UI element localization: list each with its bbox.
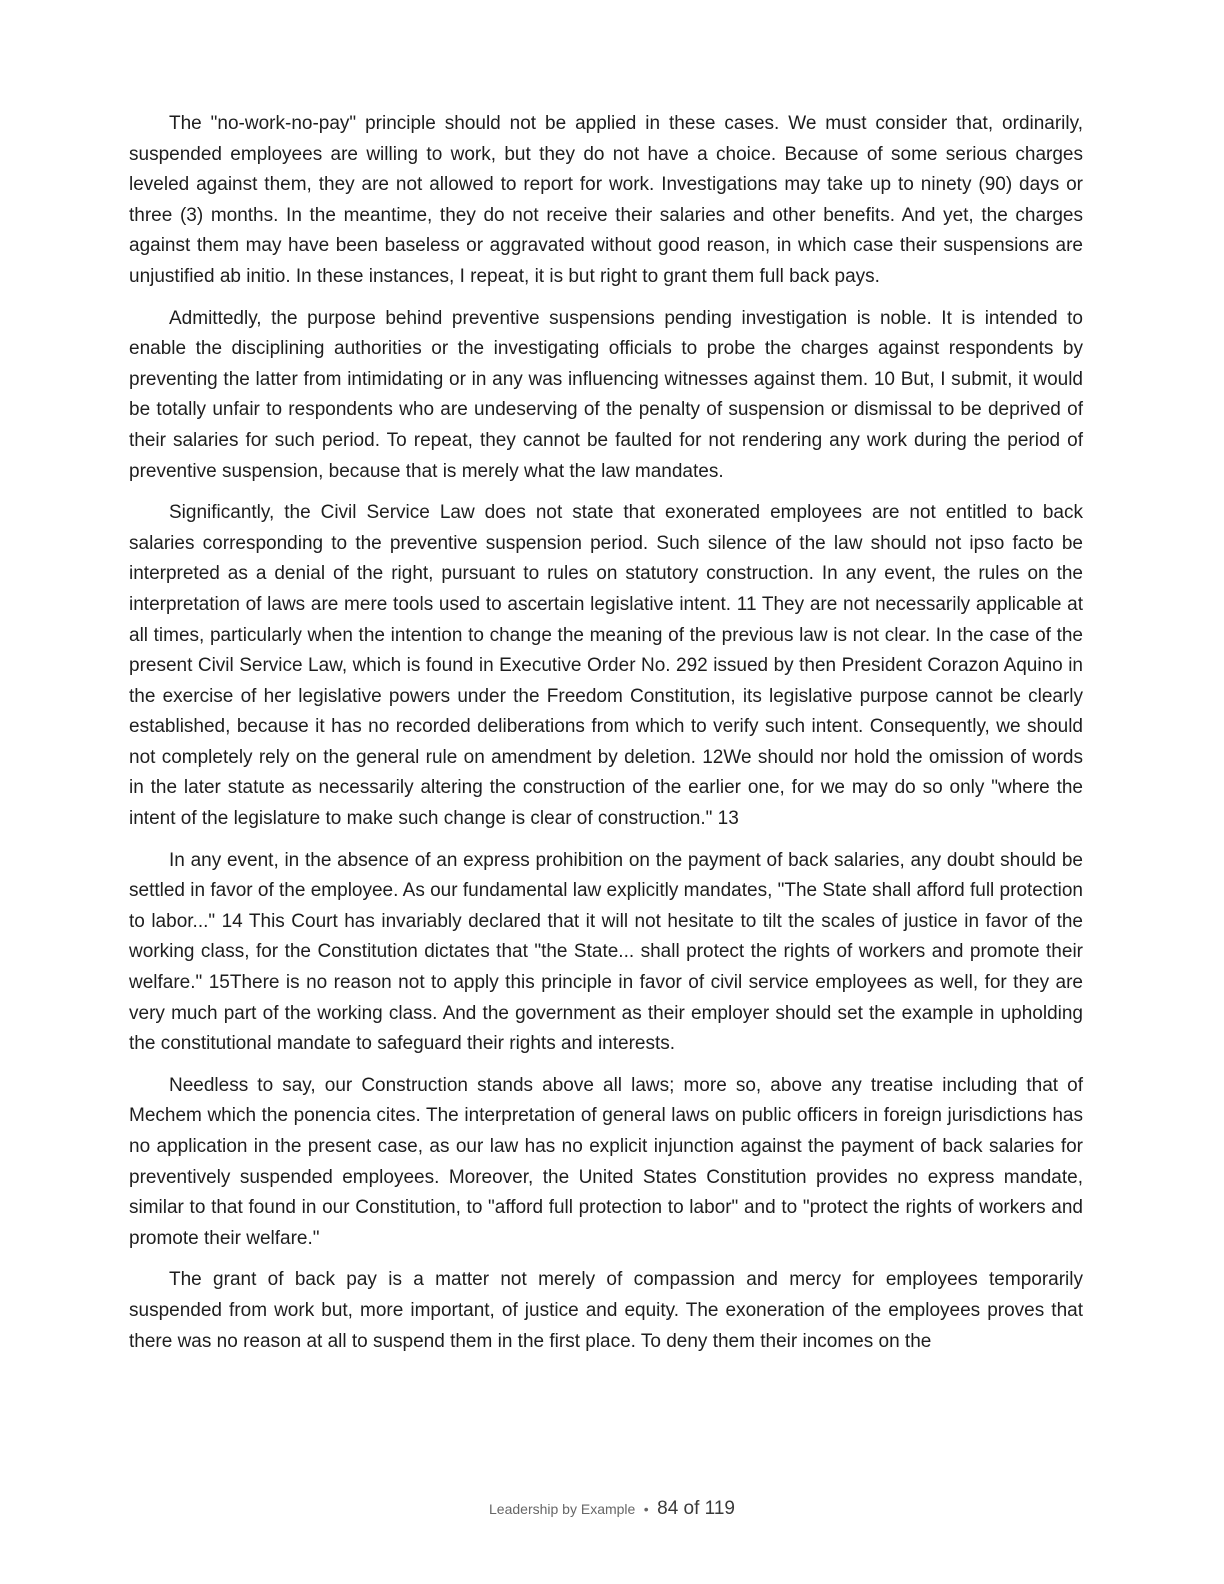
paragraph-protection-to-labor: In any event, in the absence of an express prohibition on the payment of back salaries, any doubt should be settled in favor of the employee. As our fundamental law explicitly mandates, "The State shall afford full protection to labor..." 14 This Court has invariably declared that it will not hesitate to tilt the scales of justice in favor of the working class, for the Constitution dictates that "the State... shall protect the rights of workers and promote their welfare." 15There is no reason not to apply this principle in favor of civil service employees as well, for they are very much part of the working class. And the government as their employer should set the example in upholding the constitutional mandate to safeguard their rights and interests.: [129, 849, 1083, 1055]
paragraph-no-work-no-pay: The "no-work-no-pay" principle should not be applied in these cases. We must consider that, ordinarily, suspended employees are willing to work, but they do not have a choice. Because of some serious charges leveled against them, they are not allowed to report for work. Investigations may take up to ninety (90) days or three (3) months. In the meantime, they do not receive their salaries and other benefits. And yet, the charges against them may have been baseless or aggravated without good reason, in which case their suspensions are unjustified ab initio. In these instances, I repeat, it is but right to grant them full back pays.: [129, 113, 1083, 287]
footer-separator: •: [643, 1501, 649, 1517]
paragraph-grant-of-back-pay: The grant of back pay is a matter not merely of compassion and mercy for employees temporarily suspended from work but, more important, of justice and equity. The exoneration of the employees proves that there was no reason at all to suspend them in the first place. To deny them their incomes on the: [129, 1269, 1083, 1352]
page-number: 84 of 119: [657, 1498, 735, 1519]
page-footer: [0, 1498, 1224, 1520]
paragraph-constitution-above-laws: Needless to say, our Construction stands above all laws; more so, above any treatise including that of Mechem which the ponencia cites. The interpretation of general laws on public officers in foreign jurisdictions has no application in the present case, as our law has no explicit injunction against the payment of back salaries for preventively suspended employees. Moreover, the United States Constitution provides no express mandate, similar to that found in our Constitution, to "afford full protection to labor" and to "protect the rights of workers and promote their welfare.": [129, 1074, 1083, 1249]
paragraph-preventive-suspension: Admittedly, the purpose behind preventive suspensions pending investigation is noble. It is intended to enable the disciplining authorities or the investigating officials to probe the charges against respondents by preventing the latter from intimidating or in any was influencing witnesses against them. 10 But, I submit, it would be totally unfair to respondents who are undeserving of the penalty of suspension or dismissal to be deprived of their salaries for such period. To repeat, they cannot be faulted for not rendering any work during the period of preventive suspension, because that is merely what the law mandates.: [129, 307, 1083, 482]
footer-document-title: Leadership by Example: [489, 1501, 636, 1517]
paragraph-civil-service-law: Significantly, the Civil Service Law does not state that exonerated employees are not entitled to back salaries corresponding to the preventive suspension period. Such silence of the law should not ipso facto be interpreted as a denial of the right, pursuant to rules on statutory construction. In any event, the rules on the interpretation of laws are mere tools used to ascertain legislative intent. 11 They are not necessarily applicable at all times, particularly when the intention to change the meaning of the previous law is not clear. In the case of the present Civil Service Law, which is found in Executive Order No. 292 issued by then President Corazon Aquino in the exercise of her legislative powers under the Freedom Constitution, its legislative purpose cannot be clearly established, because it has no recorded deliberations from which to verify such intent. Consequently, we should not completely rely on the general rule on amendment by deletion. 12We should nor hold the omission of words in the later statute as necessarily altering the construction of the earlier one, for we may do so only "where the intent of the legislature to make such change is clear of construction." 13: [129, 502, 1083, 830]
document-body: [129, 109, 1083, 1368]
